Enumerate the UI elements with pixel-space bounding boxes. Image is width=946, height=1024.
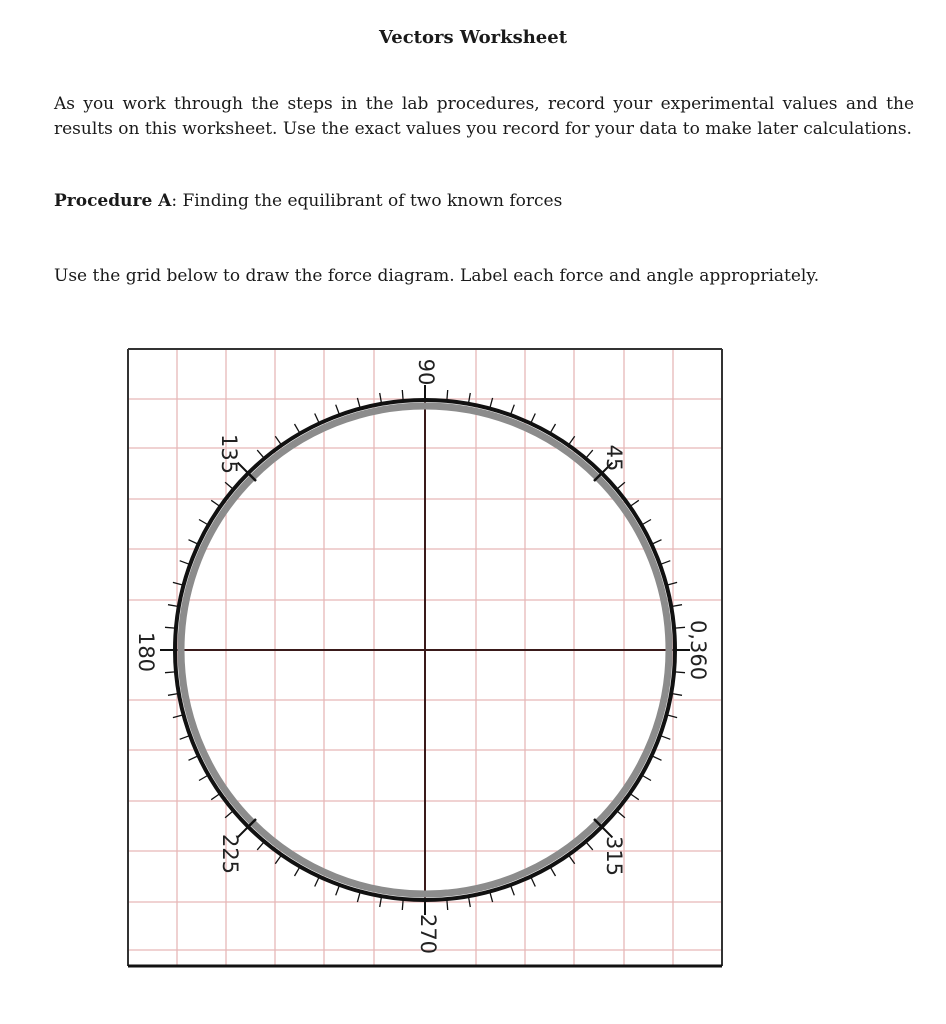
degree-tick — [667, 582, 677, 585]
degree-tick — [380, 897, 382, 907]
degree-tick — [173, 715, 183, 718]
degree-tick — [165, 627, 175, 628]
worksheet-title: Vectors Worksheet — [378, 27, 568, 48]
degree-tick — [295, 867, 300, 876]
degree-tick — [211, 500, 219, 506]
degree-tick — [168, 694, 178, 696]
degree-tick — [447, 390, 448, 400]
degree-tick — [315, 878, 319, 887]
procedure-description: : Finding the equilibrant of two known forces — [171, 191, 563, 211]
degree-tick — [642, 776, 651, 781]
degree-tick — [402, 900, 403, 910]
degree-tick — [586, 450, 593, 458]
degree-tick — [667, 715, 677, 718]
degree-tick — [551, 867, 556, 876]
degree-tick — [653, 540, 662, 544]
degree-tick — [469, 393, 471, 403]
degree-tick — [531, 414, 535, 423]
degree-tick — [173, 582, 183, 585]
degree-tick — [165, 672, 175, 673]
degree-tick — [295, 424, 300, 433]
intro-line-2: results on this worksheet. Use the exact values you record for your data to make later calculations. — [54, 119, 912, 139]
degree-tick — [675, 627, 685, 628]
degree-tick — [189, 756, 198, 760]
degree-tick — [551, 424, 556, 433]
degree-tick — [315, 414, 319, 423]
degree-tick — [672, 694, 682, 696]
degree-tick — [511, 886, 515, 895]
angle-label-270: 270 — [416, 913, 440, 955]
degree-tick — [336, 405, 340, 414]
degree-tick — [380, 393, 382, 403]
degree-tick — [447, 900, 448, 910]
angle-label-45: 45 — [602, 444, 626, 472]
degree-tick — [257, 842, 264, 850]
degree-tick — [490, 892, 493, 902]
degree-tick — [336, 886, 340, 895]
degree-tick — [672, 605, 682, 607]
degree-tick — [586, 842, 593, 850]
degree-tick — [180, 736, 189, 740]
angle-label-225: 225 — [218, 833, 242, 875]
degree-tick — [199, 776, 208, 781]
degree-tick — [642, 520, 651, 525]
degree-tick — [168, 605, 178, 607]
degree-tick — [631, 794, 639, 800]
degree-tick — [357, 892, 360, 902]
degree-tick — [275, 436, 281, 444]
grid-instruction: Use the grid below to draw the force diagram. Label each force and angle appropriately. — [54, 266, 820, 286]
degree-tick — [402, 390, 403, 400]
angle-label-180: 180 — [134, 631, 158, 673]
degree-tick — [199, 520, 208, 525]
degree-tick — [661, 736, 670, 740]
degree-tick — [211, 794, 219, 800]
degree-tick — [257, 450, 264, 458]
degree-tick — [180, 561, 189, 565]
degree-tick — [653, 756, 662, 760]
degree-tick — [511, 405, 515, 414]
angle-label-135: 135 — [217, 433, 241, 475]
degree-tick — [531, 878, 535, 887]
degree-tick — [661, 561, 670, 565]
degree-tick — [189, 540, 198, 544]
degree-tick — [675, 672, 685, 673]
degree-tick — [631, 500, 639, 506]
degree-tick — [469, 897, 471, 907]
angle-label-315: 315 — [602, 835, 626, 877]
procedure-label: Procedure A — [54, 191, 172, 211]
angle-label-0-360: 0,360 — [686, 619, 710, 681]
angle-label-90: 90 — [414, 358, 438, 386]
intro-line-1: As you work through the steps in the lab procedures, record your experimental values and the — [54, 94, 914, 114]
degree-tick — [275, 856, 281, 864]
